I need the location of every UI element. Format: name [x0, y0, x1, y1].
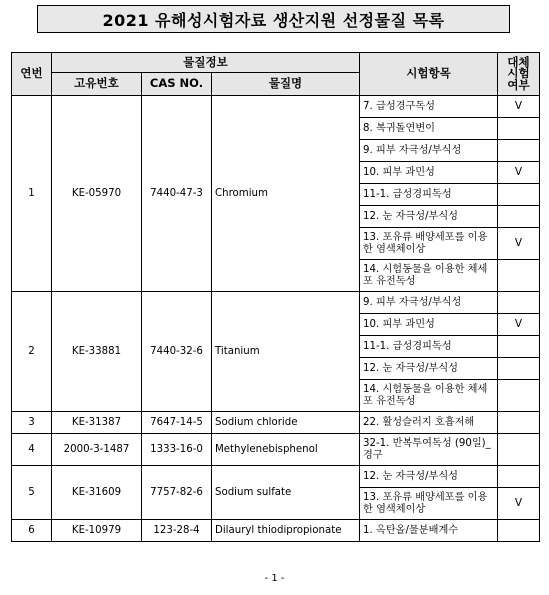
row-alt-test-mark — [498, 118, 540, 140]
row-test-item: 7. 급성경구독성 — [360, 96, 498, 118]
row-alt-test-mark: V — [498, 228, 540, 260]
header-no: 연번 — [12, 53, 52, 96]
row-alt-test-mark — [498, 206, 540, 228]
table-row — [12, 434, 540, 466]
row-alt-test-mark — [498, 336, 540, 358]
row-test-item: 10. 피부 과민성 — [360, 162, 498, 184]
row-test-item: 8. 복귀돌연변이 — [360, 118, 498, 140]
row-id-no: KE-31609 — [52, 466, 142, 520]
row-test-item: 12. 눈 자극성/부식성 — [360, 466, 498, 488]
substance-table — [11, 52, 540, 542]
row-test-item: 11-1. 급성경피독성 — [360, 336, 498, 358]
row-alt-test-mark — [498, 520, 540, 542]
row-test-item: 22. 활성슬러지 호흡저해 — [360, 412, 498, 434]
table-body — [12, 96, 540, 542]
row-alt-test-mark — [498, 380, 540, 412]
row-substance-name: Methylenebisphenol — [212, 434, 360, 466]
row-no: 3 — [12, 412, 52, 434]
row-test-item: 14. 시험동물을 이용한 체세포 유전독성 — [360, 380, 498, 412]
row-substance-name: Chromium — [212, 96, 360, 292]
header-substance-name: 물질명 — [212, 73, 360, 96]
row-test-item: 10. 피부 과민성 — [360, 314, 498, 336]
row-alt-test-mark — [498, 466, 540, 488]
row-no: 5 — [12, 466, 52, 520]
row-alt-test-mark — [498, 292, 540, 314]
row-test-item: 12. 눈 자극성/부식성 — [360, 206, 498, 228]
document-title: 2021 유해성시험자료 생산지원 선정물질 목록 — [37, 5, 510, 33]
table-row — [12, 466, 540, 488]
row-test-item: 12. 눈 자극성/부식성 — [360, 358, 498, 380]
row-test-item: 1. 옥탄올/물분배계수 — [360, 520, 498, 542]
row-alt-test-mark — [498, 434, 540, 466]
table-row — [12, 520, 540, 542]
row-alt-test-mark — [498, 140, 540, 162]
row-alt-test-mark — [498, 260, 540, 292]
row-alt-test-mark — [498, 184, 540, 206]
table-row — [12, 292, 540, 314]
header-alt-test: 대체 시험 여부 — [498, 53, 540, 96]
row-id-no: 2000-3-1487 — [52, 434, 142, 466]
row-alt-test-mark: V — [498, 162, 540, 184]
row-no: 1 — [12, 96, 52, 292]
row-test-item: 13. 포유류 배양세포를 이용한 염색체이상 — [360, 488, 498, 520]
row-cas-no: 7757-82-6 — [142, 466, 212, 520]
table-row — [12, 96, 540, 118]
row-id-no: KE-10979 — [52, 520, 142, 542]
row-cas-no: 7647-14-5 — [142, 412, 212, 434]
row-alt-test-mark — [498, 412, 540, 434]
row-test-item: 11-1. 급성경피독성 — [360, 184, 498, 206]
header-id-no: 고유번호 — [52, 73, 142, 96]
row-test-item: 32-1. 반복투여독성 (90일)_경구 — [360, 434, 498, 466]
row-no: 2 — [12, 292, 52, 412]
row-substance-name: Sodium sulfate — [212, 466, 360, 520]
row-test-item: 9. 피부 자극성/부식성 — [360, 140, 498, 162]
row-cas-no: 123-28-4 — [142, 520, 212, 542]
row-id-no: KE-31387 — [52, 412, 142, 434]
header-cas-no: CAS NO. — [142, 73, 212, 96]
header-test-items: 시험항목 — [360, 53, 498, 96]
row-substance-name: Dilauryl thiodipropionate — [212, 520, 360, 542]
row-substance-name: Titanium — [212, 292, 360, 412]
table-header — [12, 53, 540, 96]
row-test-item: 13. 포유류 배양세포를 이용한 염색체이상 — [360, 228, 498, 260]
row-test-item: 9. 피부 자극성/부식성 — [360, 292, 498, 314]
row-alt-test-mark: V — [498, 314, 540, 336]
header-substance-info: 물질정보 — [52, 53, 360, 73]
page-number: - 1 - — [264, 573, 285, 584]
table-row — [12, 412, 540, 434]
row-cas-no: 7440-47-3 — [142, 96, 212, 292]
row-no: 4 — [12, 434, 52, 466]
row-cas-no: 1333-16-0 — [142, 434, 212, 466]
row-alt-test-mark: V — [498, 96, 540, 118]
row-alt-test-mark: V — [498, 488, 540, 520]
row-no: 6 — [12, 520, 52, 542]
row-substance-name: Sodium chloride — [212, 412, 360, 434]
row-id-no: KE-05970 — [52, 96, 142, 292]
row-cas-no: 7440-32-6 — [142, 292, 212, 412]
row-id-no: KE-33881 — [52, 292, 142, 412]
row-alt-test-mark — [498, 358, 540, 380]
row-test-item: 14. 시험동물을 이용한 체세포 유전독성 — [360, 260, 498, 292]
